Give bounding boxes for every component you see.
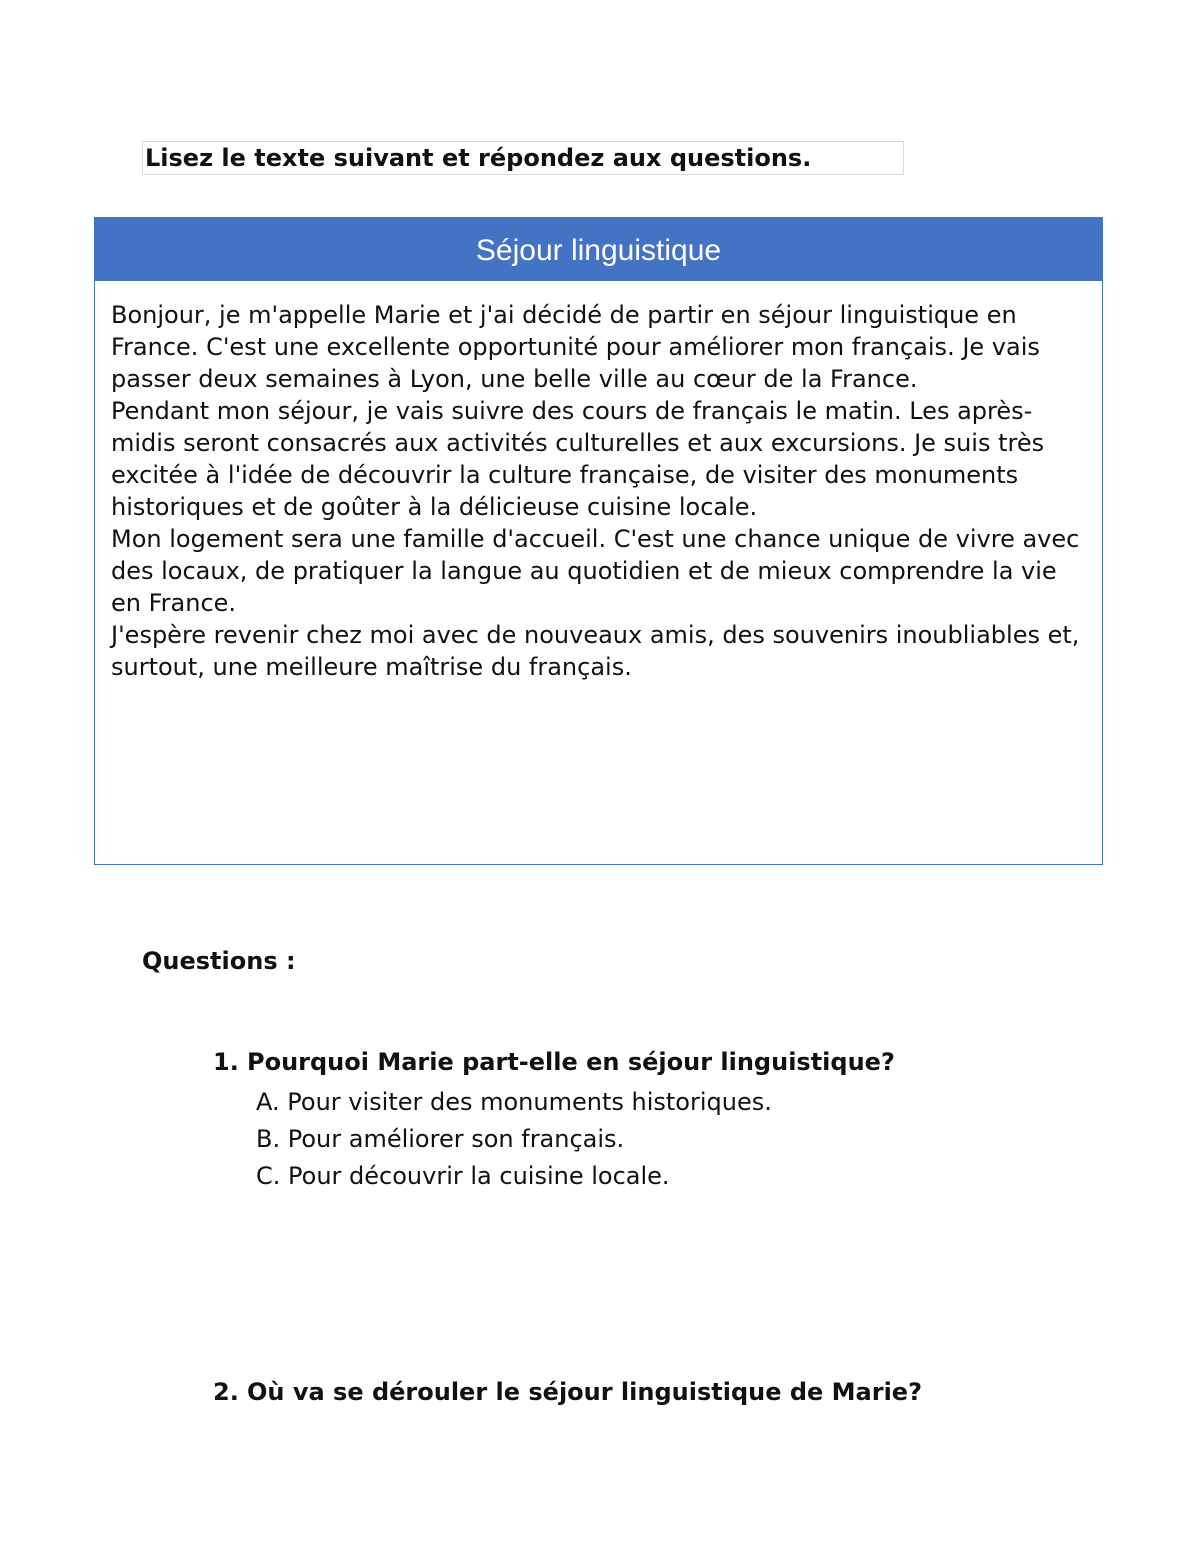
questions-heading: Questions :	[142, 947, 296, 975]
reading-paragraph-2: Pendant mon séjour, je vais suivre des cours de français le matin. Les après-midis seront consacrés aux activités culturelles et aux excursions. Je suis très excitée à l'idée de découvrir la culture française, de visiter des monuments historiques et de goûter à la délicieuse cuisine locale.	[111, 397, 1045, 521]
reading-body	[95, 281, 1102, 683]
option-text: Pour visiter des monuments historiques.	[287, 1088, 772, 1116]
reading-paragraph-4: J'espère revenir chez moi avec de nouveaux amis, des souvenirs inoubliables et, surtout, une meilleure maîtrise du français.	[111, 621, 1080, 681]
question-1-number: 1.	[213, 1048, 239, 1076]
question-1-option-c[interactable]	[256, 1158, 772, 1195]
question-2-number: 2.	[213, 1378, 239, 1406]
reading-title: Séjour linguistique	[95, 218, 1102, 281]
option-letter: B.	[256, 1125, 281, 1153]
question-1-option-b[interactable]	[256, 1121, 772, 1158]
question-1-option-a[interactable]	[256, 1084, 772, 1121]
reading-paragraph-3: Mon logement sera une famille d'accueil. C'est une chance unique de vivre avec des locaux, de pratiquer la langue au quotidien et de mieux comprendre la vie en France.	[111, 525, 1080, 617]
question-2-text: Où va se dérouler le séjour linguistique de Marie?	[247, 1378, 922, 1406]
question-1-text: Pourquoi Marie part-elle en séjour linguistique?	[247, 1048, 895, 1076]
option-text: Pour améliorer son français.	[287, 1125, 625, 1153]
instruction-text: Lisez le texte suivant et répondez aux questions.	[142, 141, 904, 175]
option-letter: A.	[256, 1088, 280, 1116]
reading-passage-box	[94, 217, 1103, 865]
option-text: Pour découvrir la cuisine locale.	[288, 1162, 670, 1190]
question-2	[213, 1376, 922, 1408]
reading-paragraph-1: Bonjour, je m'appelle Marie et j'ai décidé de partir en séjour linguistique en France. C'est une excellente opportunité pour améliorer mon français. Je vais passer deux semaines à Lyon, une belle ville au cœur de la France.	[111, 301, 1040, 393]
option-letter: C.	[256, 1162, 281, 1190]
question-1	[213, 1046, 895, 1078]
question-1-options	[256, 1084, 772, 1195]
